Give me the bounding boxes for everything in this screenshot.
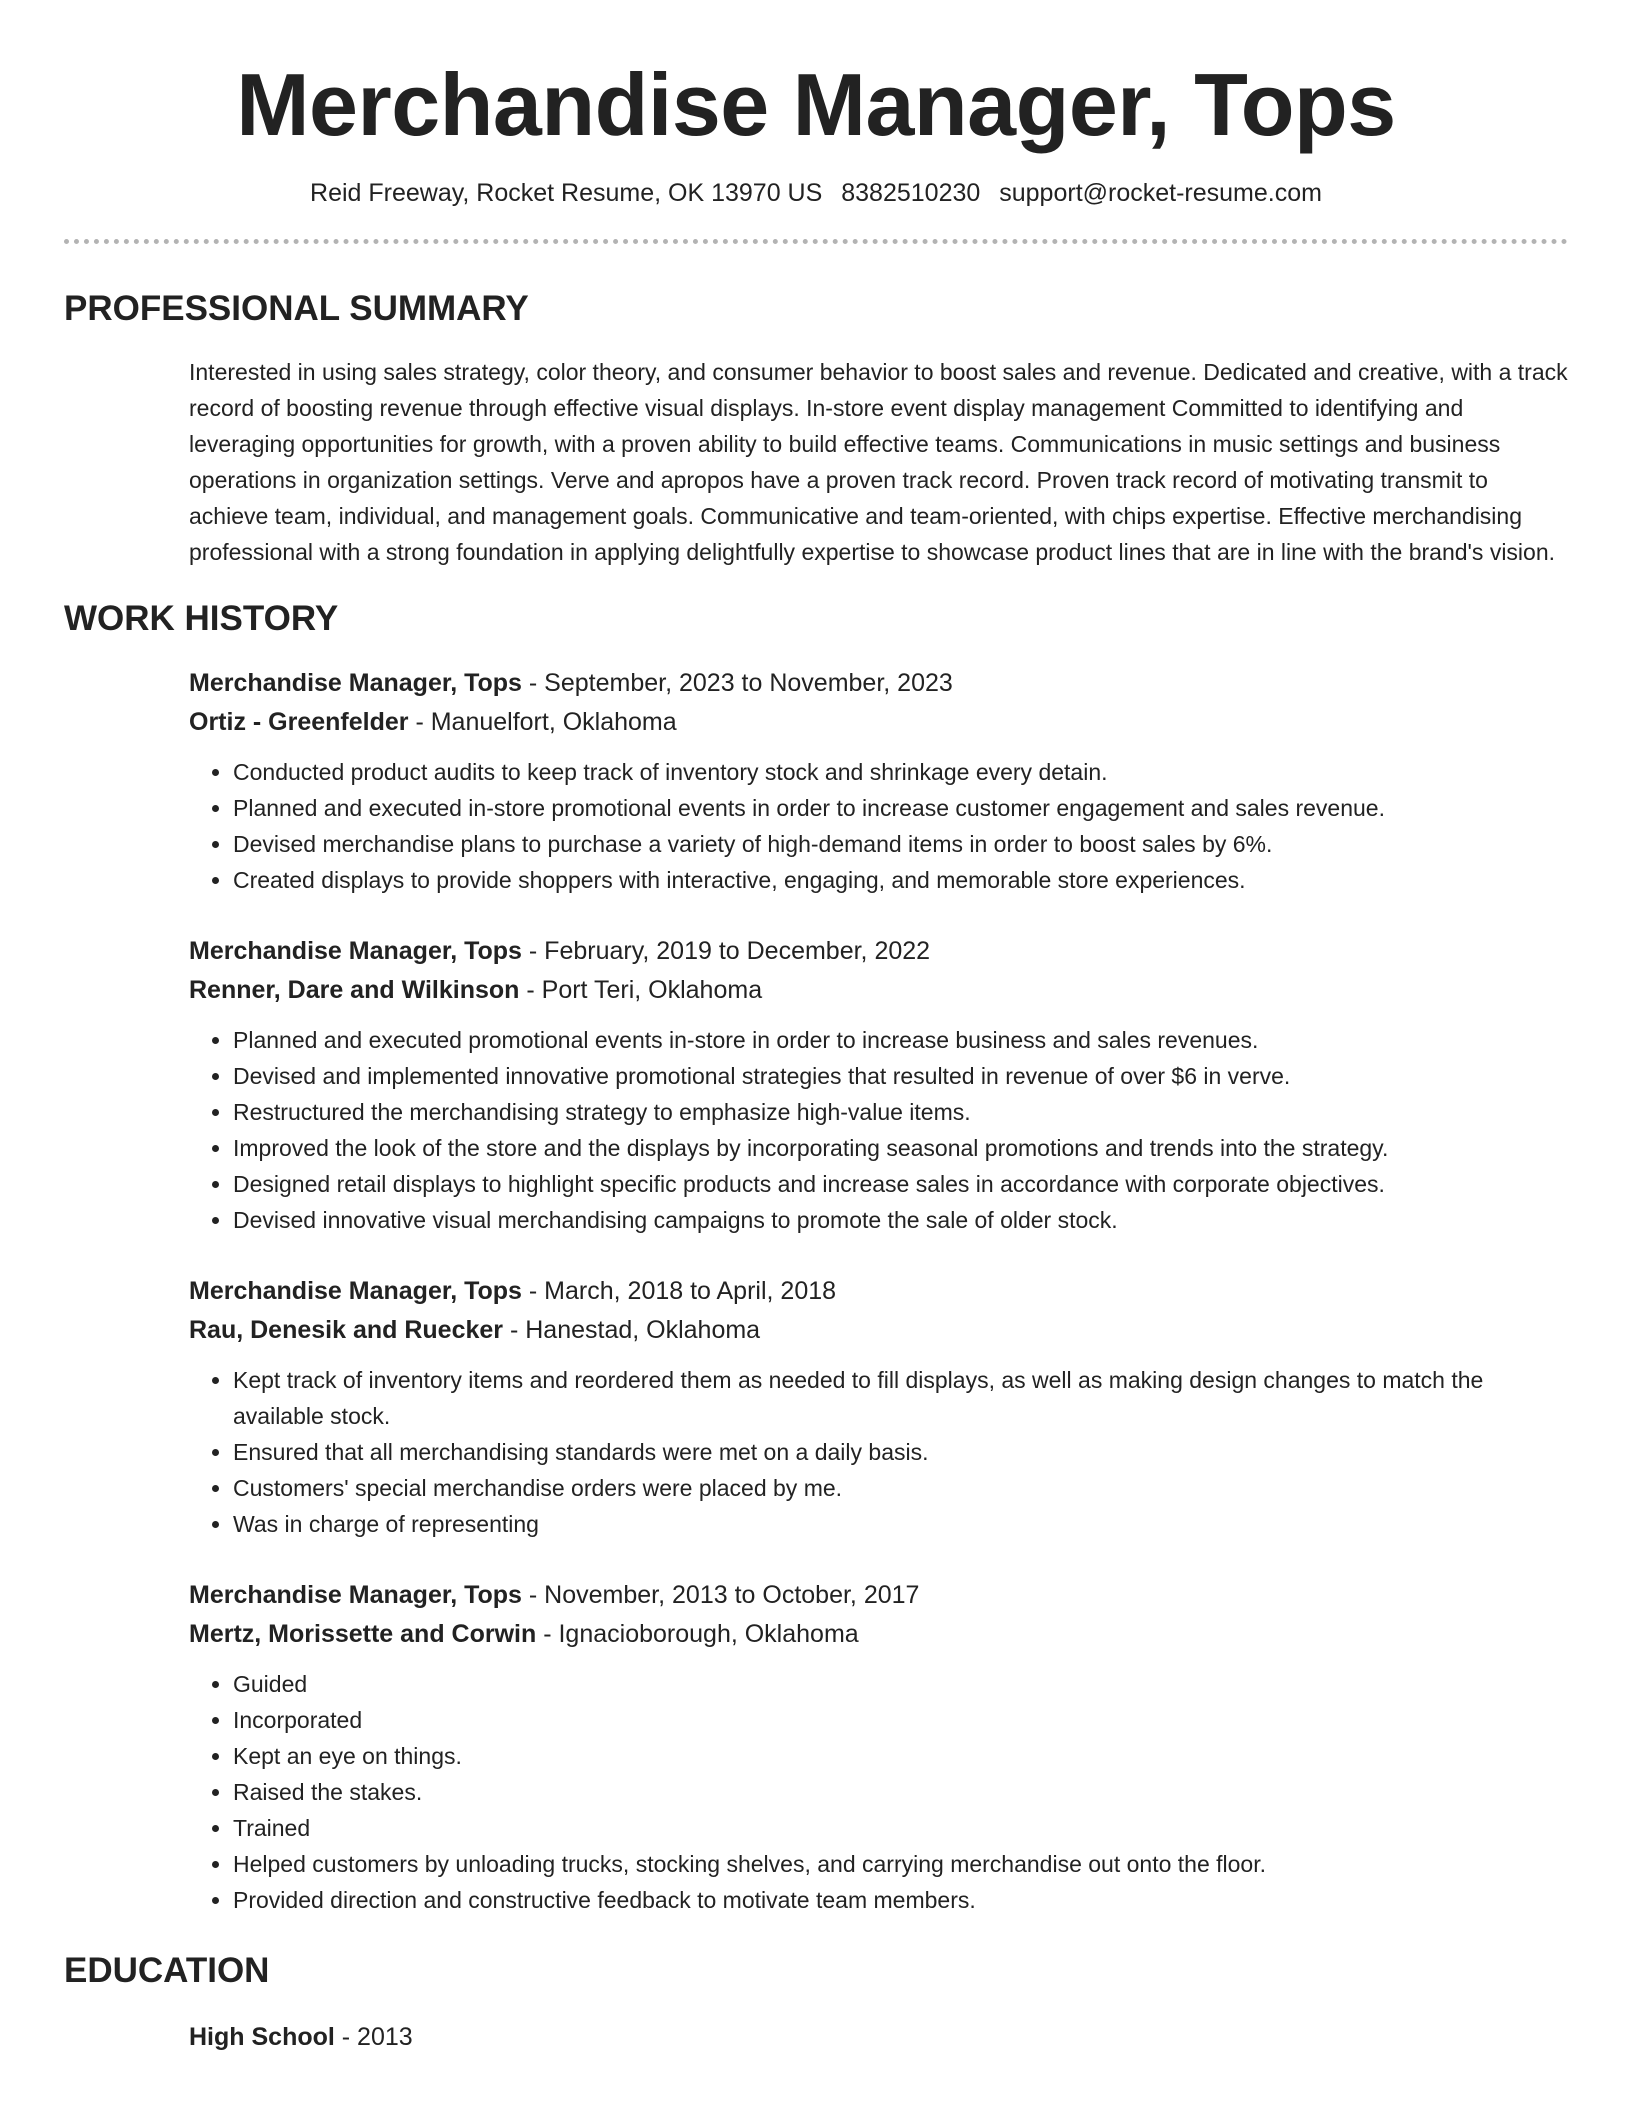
job-bullets: [189, 1022, 1568, 1238]
job-entry: [189, 932, 1568, 1238]
job-dates: - February, 2019 to December, 2022: [521, 937, 931, 966]
job-bullet: • Devised merchandise plans to purchase a variety of high-demand items in order to boost sales by 6%.: [233, 826, 1568, 862]
job-entry: [189, 1576, 1568, 1918]
job-company-line: [189, 1615, 1568, 1654]
job-dates: - March, 2018 to April, 2018: [521, 1277, 837, 1306]
job-bullet: • Guided: [233, 1666, 1568, 1702]
job-location: - Ignacioborough, Oklahoma: [536, 1620, 859, 1649]
education-year: - 2013: [334, 2023, 413, 2052]
job-location: - Hanestad, Oklahoma: [503, 1316, 761, 1345]
job-location: - Port Teri, Oklahoma: [519, 976, 763, 1005]
job-bullet: • Ensured that all merchandising standards were met on a daily basis.: [233, 1434, 1568, 1470]
job-bullet: • Planned and executed promotional events in-store in order to increase business and sales revenues.: [233, 1022, 1568, 1058]
job-bullet: • Planned and executed in-store promotional events in order to increase customer engagement and sales revenue.: [233, 790, 1568, 826]
contact-phone: 8382510230: [841, 178, 981, 207]
work-history-list: [189, 664, 1568, 1918]
job-title-line: [189, 664, 1568, 703]
job-bullet: • Provided direction and constructive feedback to motivate team members.: [233, 1882, 1568, 1918]
job-dates: - November, 2013 to October, 2017: [521, 1581, 920, 1610]
job-title-line: [189, 932, 1568, 971]
job-title-line: [189, 1576, 1568, 1615]
job-title-line: [189, 1272, 1568, 1311]
job-bullet: • Raised the stakes.: [233, 1774, 1568, 1810]
job-entry: [189, 1272, 1568, 1542]
contact-line: [64, 177, 1568, 210]
job-bullet: • Restructured the merchandising strategy to emphasize high-value items.: [233, 1094, 1568, 1130]
section-title-education: EDUCATION: [64, 1951, 270, 1991]
job-bullet: • Helped customers by unloading trucks, stocking shelves, and carrying merchandise out onto the floor.: [233, 1846, 1568, 1882]
job-bullet: • Improved the look of the store and the displays by incorporating seasonal promotions and trends into the strategy.: [233, 1130, 1568, 1166]
job-bullet: • Was in charge of representing: [233, 1506, 1568, 1542]
job-entry: [189, 664, 1568, 898]
job-dates: - September, 2023 to November, 2023: [521, 669, 953, 698]
job-bullets: [189, 1362, 1568, 1542]
contact-email: support@rocket-resume.com: [999, 178, 1322, 207]
job-company-line: [189, 971, 1568, 1010]
section-title-work-history: WORK HISTORY: [64, 599, 339, 639]
job-bullet: • Kept an eye on things.: [233, 1738, 1568, 1774]
job-bullet: • Conducted product audits to keep track of inventory stock and shrinkage every detain.: [233, 754, 1568, 790]
job-bullet: • Devised and implemented innovative promotional strategies that resulted in revenue of over $6 in verve.: [233, 1058, 1568, 1094]
header-divider: [64, 239, 1568, 244]
resume-name: Merchandise Manager, Tops: [236, 55, 1396, 154]
job-bullet: • Devised innovative visual merchandising campaigns to promote the sale of older stock.: [233, 1202, 1568, 1238]
education-entry: [189, 2018, 1568, 2057]
job-company: Rau, Denesik and Ruecker: [189, 1316, 504, 1345]
contact-address: Reid Freeway, Rocket Resume, OK 13970 US: [310, 178, 823, 207]
resume-page: [64, 0, 1568, 2057]
job-title: Merchandise Manager, Tops: [189, 669, 522, 698]
job-title: Merchandise Manager, Tops: [189, 1277, 522, 1306]
job-company-line: [189, 1311, 1568, 1350]
job-title: Merchandise Manager, Tops: [189, 937, 522, 966]
job-bullets: [189, 754, 1568, 898]
job-company: Ortiz - Greenfelder: [189, 708, 409, 737]
job-company: Mertz, Morissette and Corwin: [189, 1620, 537, 1649]
job-location: - Manuelfort, Oklahoma: [408, 708, 677, 737]
job-bullet: • Trained: [233, 1810, 1568, 1846]
job-company: Renner, Dare and Wilkinson: [189, 976, 520, 1005]
job-bullets: [189, 1666, 1568, 1918]
summary-text: Interested in using sales strategy, color theory, and consumer behavior to boost sales and revenue. Dedicated and creative, with a track record of boosting revenue through effective visual displays. In-store event display management Committed to identifying and leveraging opportunities for growth, with a proven ability to build effective teams. Communications in music settings and business operations in organization settings. Verve and apropos have a proven track record. Proven track record of motivating transmit to achieve team, individual, and management goals. Communicative and team-oriented, with chips expertise. Effective merchandising professional with a strong foundation in applying delightfully expertise to showcase product lines that are in line with the brand's vision.: [189, 359, 1568, 566]
job-title: Merchandise Manager, Tops: [189, 1581, 522, 1610]
job-bullet: • Customers' special merchandise orders were placed by me.: [233, 1470, 1568, 1506]
job-company-line: [189, 703, 1568, 742]
education-degree: High School: [189, 2023, 335, 2052]
job-bullet: • Incorporated: [233, 1702, 1568, 1738]
job-bullet: • Created displays to provide shoppers with interactive, engaging, and memorable store experiences.: [233, 862, 1568, 898]
job-bullet: • Kept track of inventory items and reordered them as needed to fill displays, as well as making design changes to match the available stock.: [233, 1362, 1568, 1434]
section-title-summary: PROFESSIONAL SUMMARY: [64, 289, 529, 329]
job-bullet: • Designed retail displays to highlight specific products and increase sales in accordance with corporate objectives.: [233, 1166, 1568, 1202]
